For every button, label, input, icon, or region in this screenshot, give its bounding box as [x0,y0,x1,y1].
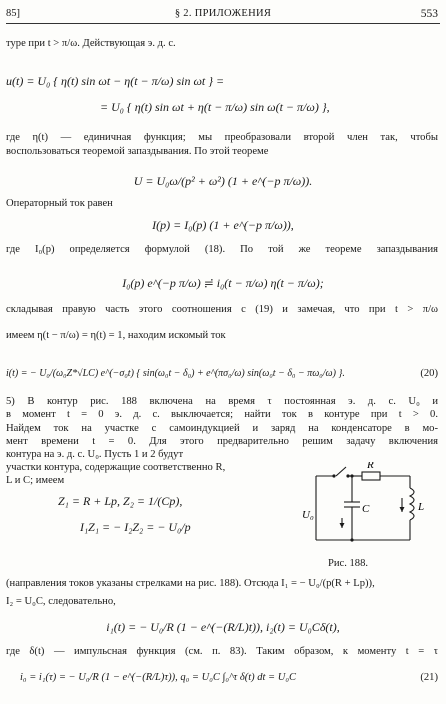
resistor-label: R [367,462,374,471]
text-line: туре при t > π/ω. Действующая э. д. с. [6,38,176,49]
formula-line: Z₁ = R + Lp, Z₂ = 1/(Cp), [58,494,183,508]
formula-line: u(t) = U₀ { η(t) sin ωt − η(t − π/ω) sin ωt } = [6,74,225,88]
text-line: где δ(t) — импульсная функция (см. п. 83). Таким образом, к моменту t = τ [6,646,438,657]
text-line: складывая правую часть этого соотношения с (19) и замечая, что при t > π/ω [6,304,438,315]
page-number: 553 [420,8,438,20]
formula-line: I₁Z₁ = − I₂Z₂ = − U₀/p [80,520,191,534]
text-line: 5) В контур рис. 188 включена на время τ постоянная э. д. с. U₀ и [6,396,438,407]
text-line: Найдем ток на участке с самоиндукцией и заряд на конденсаторе в мо- [6,423,438,434]
text-line: воспользоваться теоремой запаздывания. По этой теореме [6,146,269,157]
text-line: имеем η(t − π/ω) = η(t) = 1, находим искомый ток [6,330,226,341]
text-line: мент времени t = 0. Для этого предварительно решим задачу включения [6,436,438,447]
equation-number: (21) [420,672,438,683]
formula-line: U = U₀ω/(p² + ω²) (1 + e^(−p π/ω)). [133,174,313,188]
text-line: контура на э. д. с. U₀. Пусть 1 и 2 будут [6,449,184,460]
text-line: участки контура, содержащие соответственно R, [6,462,226,473]
source-label: U₀ [302,509,314,521]
running-header: § 2. ПРИЛОЖЕНИЯ [174,8,272,19]
inductor-label: L [418,501,425,513]
formula-line: I(p) = I₀(p) (1 + e^(−p π/ω)), [152,218,294,232]
text-line: (направления токов указаны стрелками на рис. 188). Отсюда I₁ = − U₀/(p(R + Lp)), [6,578,375,589]
text-line: I₂ = U₀C, следовательно, [6,596,116,607]
text-line: где I₀(p) определяется формулой (18). По той же теореме запаздывания [6,244,438,255]
formula-line: i₁(t) = − U₀/R (1 − e^(−(R/L)t)), i₂(t) = U₀Cδ(t), [106,620,340,634]
text-line: где η(t) — единичная функция; мы преобразовали второй член так, чтобы [6,132,438,143]
text-line: Операторный ток равен [6,198,113,209]
figure-caption: Рис. 188. [327,558,369,569]
formula-line: i₀ = i₁(τ) = − U₀/R (1 − e^(−(R/L)τ)), q₀ = U₀C ∫₀^τ δ(t) dt = U₀C [20,672,296,683]
section-marker: 85] [6,8,20,19]
formula-line: i(t) = − U₀/(ω₀Z*√LC) e^(−σ₀t) { sin(ω₀t − δ₀) + e^(πσ₀/ω) sin(ω₀t − δ₀ − πω₀/ω) }. [6,368,345,379]
circuit-diagram [298,462,428,548]
formula-line: I₀(p) e^(−p π/ω) ≓ i₀(t − π/ω) η(t − π/ω); [122,276,324,290]
formula-line: = U₀ { η(t) sin ωt + η(t − π/ω) sin ω(t − π/ω) }, [100,100,330,114]
text-line: в момент t = 0 э. д. с. выключается; найти ток в контуре при t > 0. [6,409,438,420]
equation-number: (20) [420,368,438,379]
capacitor-label: C [362,503,370,515]
header-rule [6,23,440,24]
text-line: L и C; имеем [6,475,65,486]
